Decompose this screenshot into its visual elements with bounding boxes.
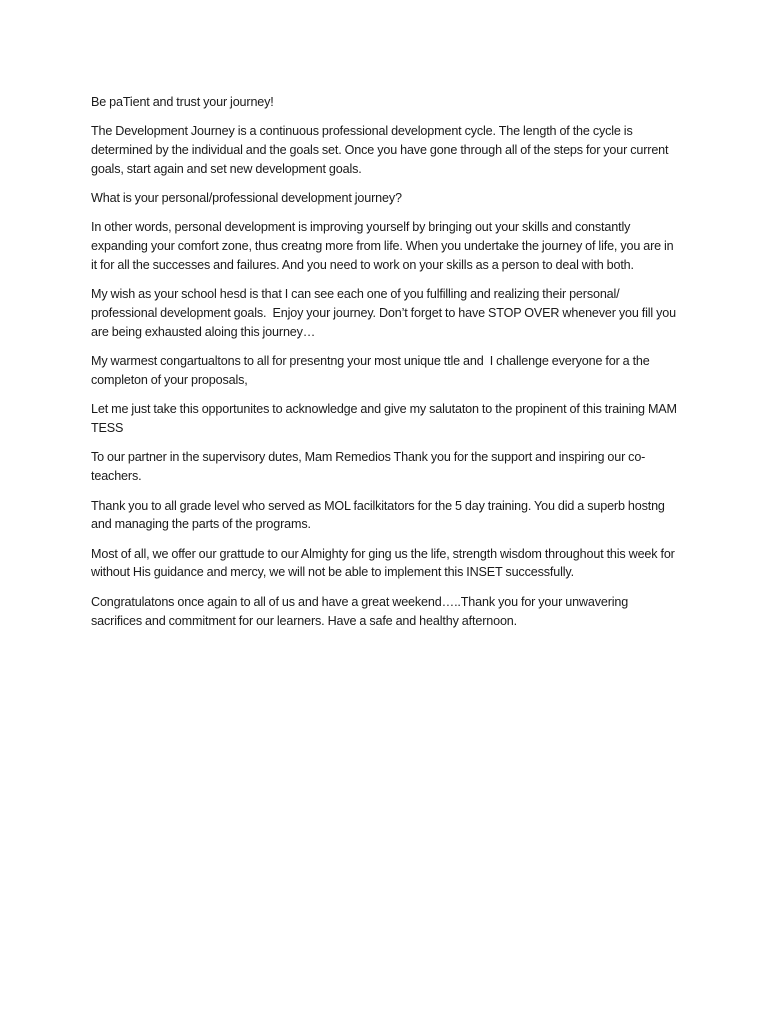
paragraph-question: What is your personal/professional development journey?	[91, 191, 402, 206]
paragraph-development-journey: The Development Journey is a continuous professional development cycle. The length of the cycle is determined by the individual and the goals set. Once you have gone through all of the steps for your current goals, start again and set new development goals.	[91, 124, 672, 176]
paragraph-title: Be paTient and trust your journey!	[91, 95, 274, 109]
paragraph-acknowledgement: Let me just take this opportunites to acknowledge and give my salutaton to the propinent of this training MAM TESS	[91, 402, 680, 436]
paragraph-congratulations: My warmest congartualtons to all for presentng your most unique ttle and I challenge everyone for a the completon of your proposals,	[91, 354, 653, 388]
paragraph-personal-development: In other words, personal development is improving yourself by bringing out your skills and constantly expanding your comfort zone, thus creatng more from life. When you undertake the journey of life, you are in it for all the successes and failures. And you need to work on your skills as a person to deal with both.	[91, 220, 677, 273]
paragraph-gratitude: Most of all, we offer our grattude to our Almighty for ging us the life, strength wisdom throughout this week for without His guidance and mercy, we will not be able to implement this INSET successfully.	[91, 546, 678, 580]
paragraph-closing: Congratulatons once again to all of us and have a great weekend…..Thank you for your unwavering sacrifices and commitment for our learners. Have a safe and healthy afternoon.	[91, 594, 632, 628]
paragraph-grade-level-thanks: Thank you to all grade level who served as MOL facilkitators for the 5 day training. You did a superb hostng and managing the parts of the programs.	[91, 498, 668, 532]
paragraph-wish: My wish as your school hesd is that I can see each one of you fulfilling and realizing their personal/ professional development goals. Enjoy your journey. Don’t forget to have STOP OVER whenever you fill you are being exhausted aloing this journey…	[91, 287, 680, 339]
paragraph-partner-thanks: To our partner in the supervisory dutes, Mam Remedios Thank you for the support and inspiring our co-teachers.	[91, 450, 646, 484]
